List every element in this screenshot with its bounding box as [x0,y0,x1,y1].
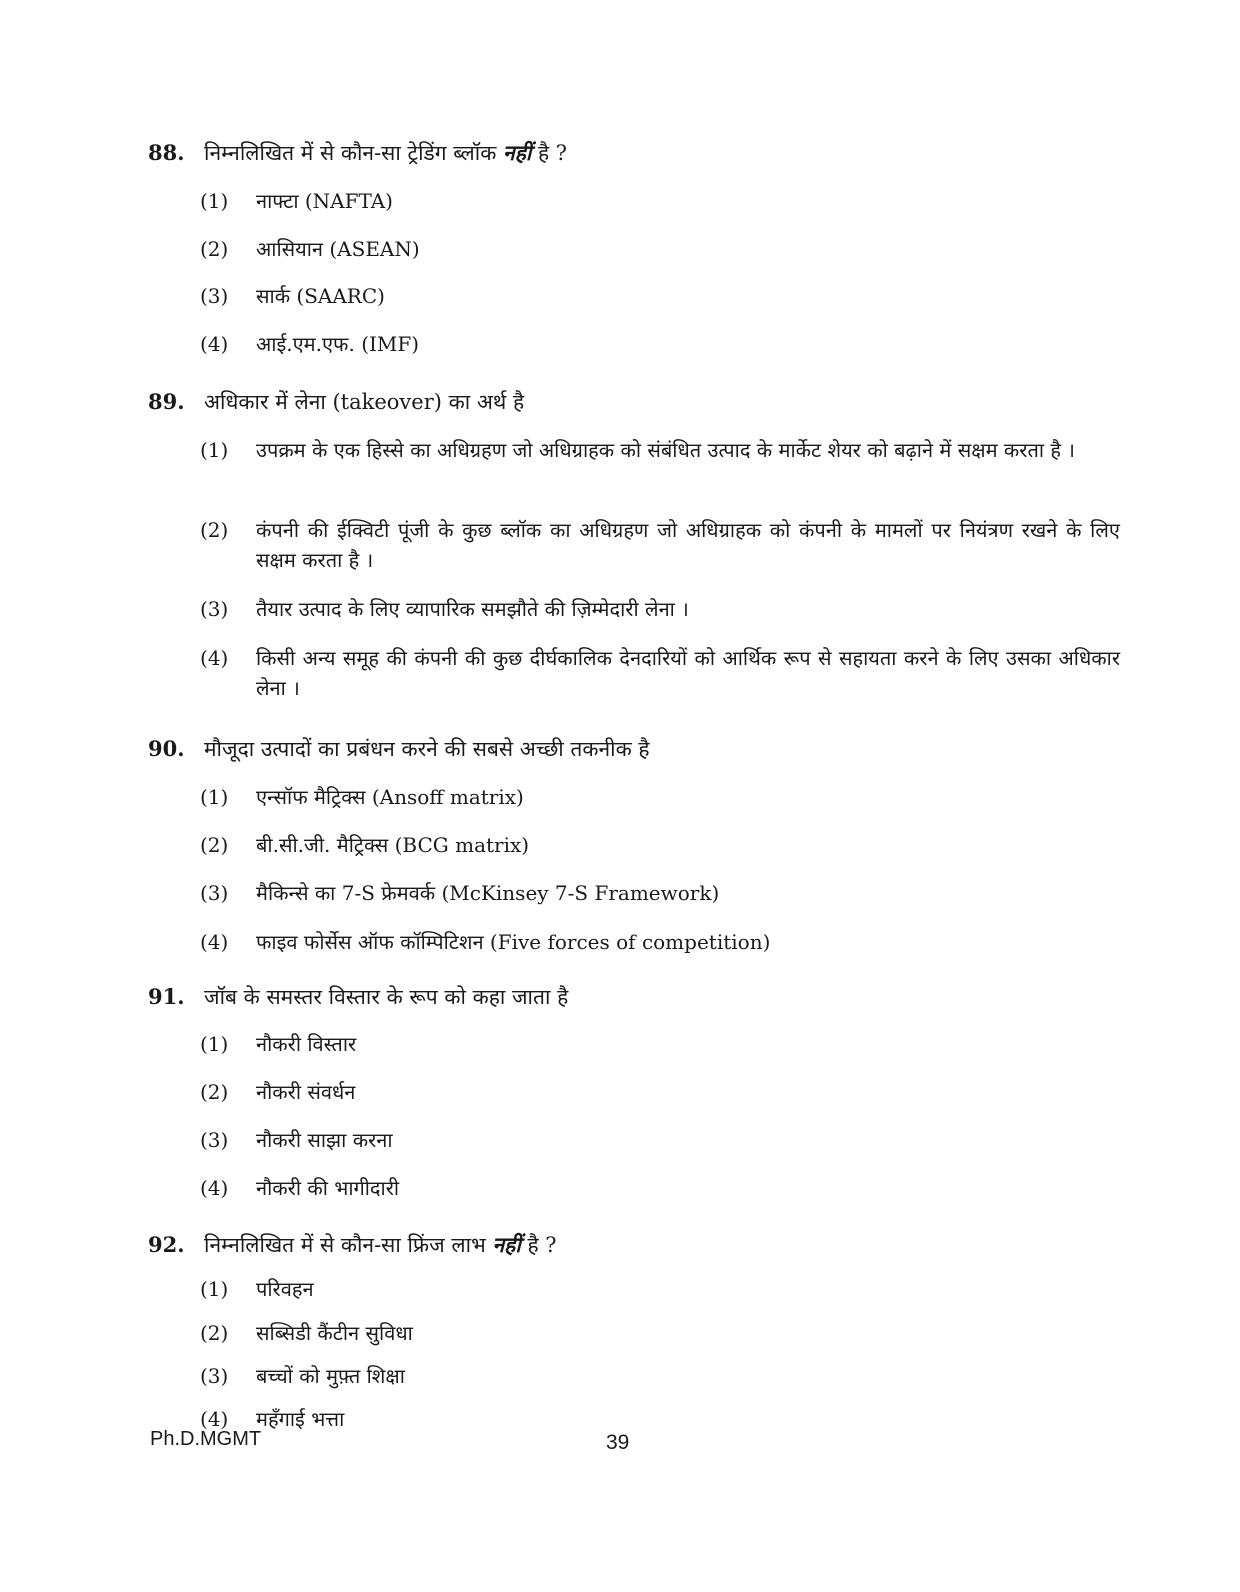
question-92 [148,1230,1118,1431]
option-text: आई.एम.एफ. (IMF) [256,332,420,356]
option-number: (3) [200,1364,229,1388]
option-3 [200,281,1120,311]
option-text: तैयार उत्पाद के लिए व्यापारिक समझौते की ज़िम्मेदारी लेना । [256,597,689,621]
option-2 [200,515,1120,575]
option-1 [200,435,1120,465]
option-3 [200,1361,1120,1391]
option-number: (4) [200,1407,229,1431]
option-1 [200,1029,1120,1059]
question-text [204,141,567,165]
question-stem [148,982,1118,1012]
option-text: सार्क (SAARC) [256,284,385,308]
option-number: (2) [200,518,229,542]
option-number: (4) [200,1176,229,1200]
question-90 [148,734,1118,954]
option-4 [200,643,1120,703]
question-stem [148,1230,1118,1260]
option-number: (1) [200,785,229,809]
question-text: मौजूदा उत्पादों का प्रबंधन करने की सबसे अच्छी तकनीक है [204,737,650,761]
question-number: 88. [148,140,185,165]
option-2 [200,830,1120,860]
option-text: बच्चों को मुफ़्त शिक्षा [256,1364,405,1388]
option-1 [200,186,1120,216]
question-number: 92. [148,1232,185,1257]
question-88 [148,138,1118,356]
option-number: (4) [200,332,229,356]
option-number: (4) [200,646,229,670]
emphasis-word: नहीं [503,140,532,165]
option-number: (2) [200,833,229,857]
question-text [204,1233,557,1257]
option-number: (2) [200,237,229,261]
stem-part: निम्नलिखित में से कौन-सा फ्रिंज लाभ [204,1233,486,1257]
option-number: (1) [200,1032,229,1056]
option-2 [200,1318,1120,1348]
option-text: नौकरी विस्तार [256,1032,357,1056]
option-number: (3) [200,881,229,905]
question-number: 91. [148,984,185,1009]
stem-part: है ? [527,1233,557,1257]
stem-part: निम्नलिखित में से कौन-सा ट्रेडिंग ब्लॉक [204,141,497,165]
question-stem [148,138,1118,168]
option-text: नौकरी की भागीदारी [256,1176,400,1200]
option-4 [200,1173,1120,1203]
question-text: अधिकार में लेना (takeover) का अर्थ है [204,390,525,414]
option-text: महँगाई भत्ता [256,1407,345,1431]
option-text: नौकरी संवर्धन [256,1080,356,1104]
option-text: एन्सॉफ मैट्रिक्स (Ansoff matrix) [256,785,524,809]
page-number: 39 [606,1431,630,1454]
option-4 [200,1404,1120,1434]
option-3 [200,594,1120,624]
option-text: नाफ्टा (NAFTA) [256,189,393,213]
question-stem [148,387,1118,417]
stem-part: है ? [537,141,568,165]
emphasis-word: नहीं [492,1232,521,1257]
question-stem [148,734,1118,764]
option-2 [200,1077,1120,1107]
option-number: (2) [200,1080,229,1104]
question-91 [148,982,1118,1200]
option-text: मैकिन्से का 7-S फ्रेमवर्क (McKinsey 7-S Framework) [256,881,720,905]
option-4 [200,927,1120,957]
paper-code: Ph.D.MGMT [150,1428,262,1450]
option-text: नौकरी साझा करना [256,1128,393,1152]
option-text: बी.सी.जी. मैट्रिक्स (BCG matrix) [256,833,530,857]
option-text: उपक्रम के एक हिस्से का अधिग्रहण जो अधिग्राहक को संबंधित उत्पाद के मार्केट शेयर को बढ़ाने में सक्षम करता है । [256,438,1075,462]
option-3 [200,1125,1120,1155]
question-number: 89. [148,389,185,414]
option-text: किसी अन्य समूह की कंपनी की कुछ दीर्घकालिक देनदारियों को आर्थिक रूप से सहायता करने के लिए उसका अधिकार लेना । [256,646,1120,700]
option-number: (1) [200,438,229,462]
option-number: (3) [200,284,229,308]
option-text: सब्सिडी कैंटीन सुविधा [256,1321,413,1345]
option-4 [200,329,1120,359]
option-number: (3) [200,1128,229,1152]
question-text: जॉब के समस्तर विस्तार के रूप को कहा जाता है [204,985,569,1009]
option-text: फाइव फोर्सेस ऑफ कॉम्पिटिशन (Five forces of competition) [256,930,771,954]
option-2 [200,234,1120,264]
option-number: (3) [200,597,229,621]
question-number: 90. [148,736,185,761]
option-number: (1) [200,1277,229,1301]
option-number: (2) [200,1321,229,1345]
option-1 [200,1274,1120,1304]
option-text: परिवहन [256,1277,314,1301]
option-number: (4) [200,930,229,954]
option-text: आसियान (ASEAN) [256,237,420,261]
option-1 [200,782,1120,812]
option-text: कंपनी की ईक्विटी पूंजी के कुछ ब्लॉक का अधिग्रहण जो अधिग्राहक को कंपनी के मामलों पर नियंत्रण रखने के लिए सक्षम करता है । [256,518,1120,572]
question-89 [148,387,1120,700]
option-3 [200,878,1120,908]
option-number: (1) [200,189,229,213]
